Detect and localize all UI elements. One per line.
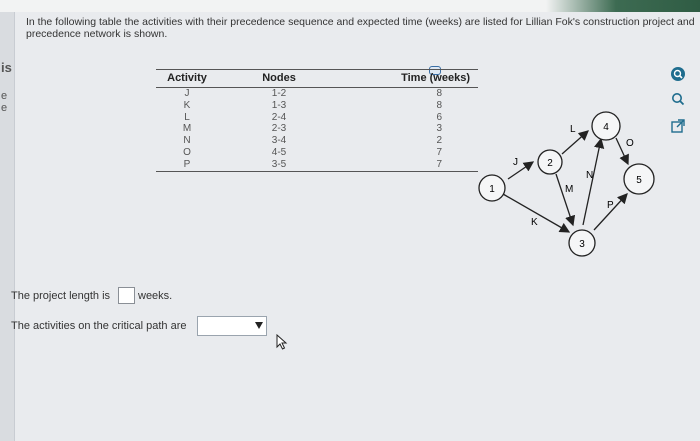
left-strip-text: e bbox=[1, 90, 8, 102]
question-intro: In the following table the activities with their precedence sequence and expected time (weeks) are listed for Lillian Fok's construction project and precedence network is shown. bbox=[26, 16, 695, 40]
project-length-input[interactable] bbox=[118, 287, 135, 304]
zoom-in-icon[interactable] bbox=[668, 66, 688, 86]
project-length-prefix: The project length is bbox=[11, 290, 111, 302]
edge-label: P bbox=[607, 200, 614, 211]
top-bar bbox=[0, 0, 700, 12]
time-cell: 3 bbox=[436, 123, 442, 135]
edge-label: L bbox=[570, 124, 576, 135]
network-node bbox=[592, 112, 620, 140]
nodes-cell: 3-5 bbox=[218, 159, 340, 171]
node-label: 5 bbox=[636, 175, 642, 186]
activity-cell: O bbox=[183, 146, 191, 158]
table-row bbox=[156, 135, 478, 147]
project-length-suffix: weeks. bbox=[138, 290, 173, 302]
col-header-activity: Activity bbox=[156, 70, 218, 88]
time-cell: 8 bbox=[436, 99, 442, 111]
edge-label: J bbox=[513, 157, 518, 168]
activity-cell: M bbox=[182, 123, 192, 135]
activity-cell: J bbox=[184, 88, 190, 99]
activity-cell: P bbox=[156, 159, 218, 171]
edge-label: M bbox=[565, 184, 574, 195]
node-label: 1 bbox=[489, 184, 495, 195]
table-row bbox=[156, 123, 478, 135]
time-cell: 7 bbox=[340, 159, 478, 171]
col-header-time: Time (weeks) bbox=[340, 70, 478, 88]
nodes-cell: 2-3 bbox=[271, 123, 287, 135]
nodes-cell: 1-3 bbox=[271, 99, 287, 111]
edge-label: O bbox=[626, 138, 634, 149]
edge-label: K bbox=[531, 217, 538, 228]
activity-cell: K bbox=[183, 99, 191, 111]
col-header-nodes: Nodes bbox=[218, 70, 340, 88]
critical-path-label: The activities on the critical path are bbox=[11, 320, 187, 332]
edge-m bbox=[556, 174, 573, 225]
activity-table bbox=[156, 69, 478, 172]
time-cell: 6 bbox=[436, 111, 442, 123]
chevron-down-icon[interactable] bbox=[255, 322, 263, 329]
activity-cell: N bbox=[183, 135, 191, 147]
left-strip-text: is bbox=[1, 60, 12, 75]
table-row bbox=[156, 88, 478, 100]
edge-label: N bbox=[586, 170, 594, 181]
table-row bbox=[156, 159, 478, 171]
network-node bbox=[624, 164, 654, 194]
table-row bbox=[156, 147, 478, 159]
node-label: 3 bbox=[579, 239, 585, 250]
precedence-network-diagram bbox=[470, 98, 670, 268]
network-node bbox=[569, 230, 595, 256]
nodes-cell: 2-4 bbox=[271, 111, 287, 123]
mouse-cursor-icon bbox=[276, 334, 288, 350]
node-label: 4 bbox=[603, 122, 609, 133]
edge-n bbox=[583, 139, 601, 225]
table-row bbox=[156, 112, 478, 124]
activity-cell: L bbox=[184, 111, 190, 123]
time-cell: 8 bbox=[436, 88, 442, 99]
time-cell: 2 bbox=[436, 135, 442, 147]
network-node bbox=[479, 175, 505, 201]
time-cell: 7 bbox=[436, 146, 442, 158]
left-panel-edge bbox=[0, 12, 15, 441]
table-row bbox=[156, 100, 478, 112]
nodes-cell: 3-4 bbox=[271, 135, 287, 147]
network-node bbox=[538, 150, 562, 174]
zoom-out-icon[interactable] bbox=[668, 91, 688, 111]
nodes-cell: 4-5 bbox=[271, 146, 287, 158]
edge-j bbox=[508, 162, 533, 179]
external-link-icon[interactable] bbox=[668, 118, 688, 138]
left-strip-text: e bbox=[1, 102, 8, 114]
nodes-cell: 1-2 bbox=[271, 88, 287, 99]
node-label: 2 bbox=[547, 158, 553, 169]
critical-path-dropdown[interactable] bbox=[197, 316, 267, 336]
